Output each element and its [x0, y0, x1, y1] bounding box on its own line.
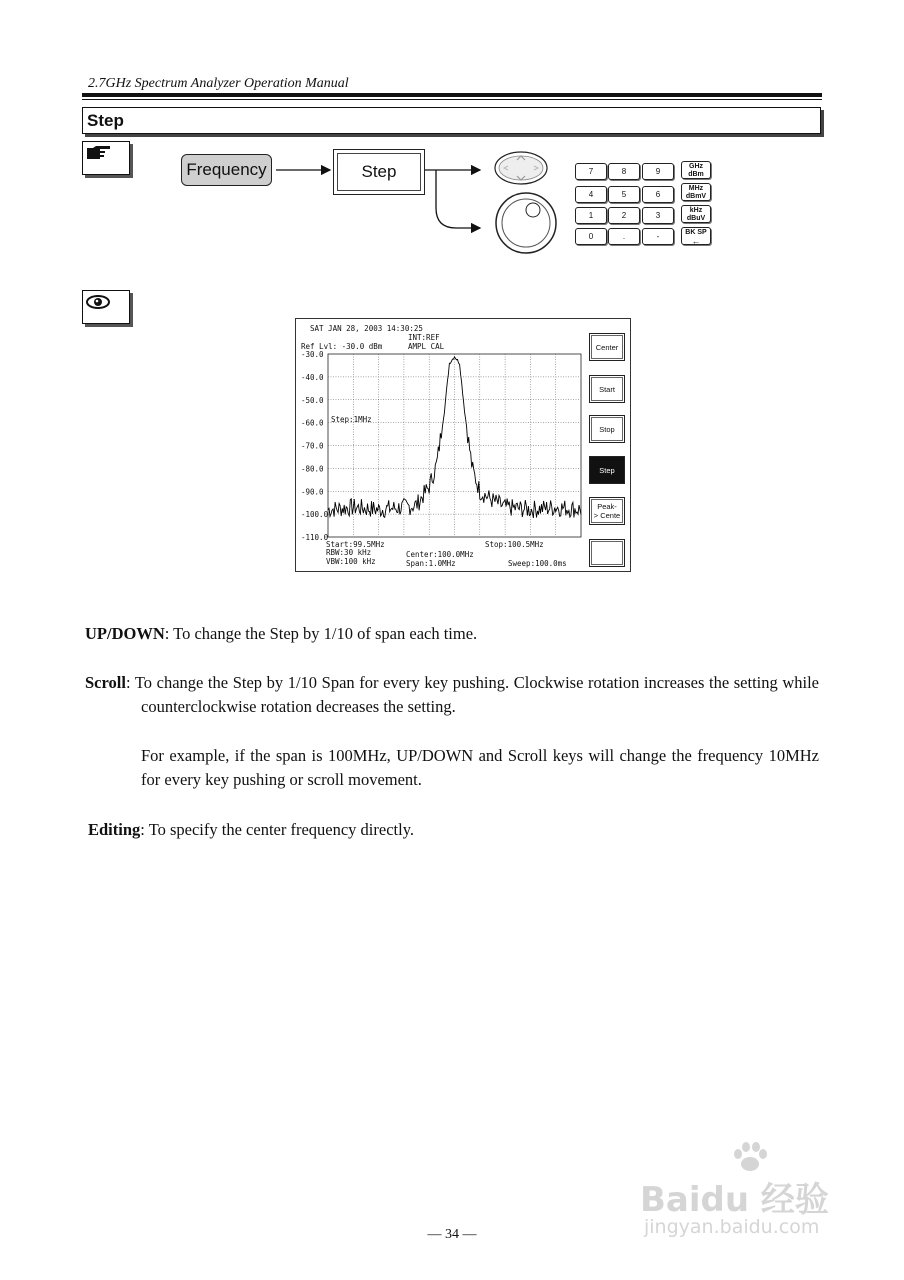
spectrum-plot: [296, 319, 586, 569]
screen-ref-level: Ref Lvl: -30.0 dBm: [301, 342, 383, 351]
key-9[interactable]: 9: [642, 163, 674, 180]
softkey-stop[interactable]: Stop: [589, 415, 625, 443]
dbuv-label: dBuV: [686, 215, 706, 222]
key-3[interactable]: 3: [642, 207, 674, 224]
eye-icon: [85, 293, 115, 311]
screen-span: Span:1.0MHz: [406, 559, 456, 568]
y-tick-label: -100.0: [301, 510, 329, 520]
page-number: — 34 —: [427, 1227, 477, 1242]
updown-paragraph: [85, 622, 819, 646]
numeric-keypad: [575, 161, 715, 247]
left-arrow-icon: ←: [691, 236, 701, 246]
screen-stop: Stop:100.5MHz: [485, 540, 544, 549]
screen-int-ref: INT:REF: [408, 333, 440, 342]
header-rule-thick: [82, 93, 822, 97]
screen-rbw: RBW:30 kHz: [326, 548, 372, 557]
section-title: Step: [87, 111, 124, 130]
key-minus[interactable]: -: [642, 228, 674, 245]
example-paragraph: For example, if the span is 100MHz, UP/DOWN and Scroll keys will change the frequency 10MHz for every key pushing or scroll movement.: [141, 746, 819, 789]
softkey-start[interactable]: Start: [589, 375, 625, 403]
key-7[interactable]: 7: [575, 163, 607, 180]
analyzer-screen: [295, 318, 631, 572]
scroll-text: : To change the Step by 1/10 Span for every key pushing. Clockwise rotation increases the setting while counterclockwise rotation decreases the setting.: [125, 673, 819, 716]
screen-sweep: Sweep:100.0ms: [508, 559, 567, 568]
ghz-dbm-key[interactable]: [681, 161, 711, 179]
y-tick-label: -70.0: [301, 441, 324, 451]
softkey-peak-center[interactable]: Peak- > Cente: [589, 497, 625, 525]
backspace-key[interactable]: [681, 227, 711, 245]
screen-step-label: Step:1MHz: [331, 415, 372, 424]
editing-text: : To specify the center frequency directly.: [140, 820, 415, 839]
softkey-center[interactable]: Center: [589, 333, 625, 361]
key-4[interactable]: 4: [575, 186, 607, 203]
key-1[interactable]: 1: [575, 207, 607, 224]
y-tick-label: -50.0: [301, 395, 324, 405]
dbm-label: dBm: [688, 171, 704, 178]
editing-paragraph: [88, 818, 819, 842]
updown-text: : To change the Step by 1/10 of span each time.: [164, 624, 478, 643]
scroll-knob[interactable]: [494, 190, 558, 256]
key-6[interactable]: 6: [642, 186, 674, 203]
key-5[interactable]: 5: [608, 186, 640, 203]
dbmv-label: dBmV: [685, 193, 707, 200]
screen-vbw: VBW:100 kHz: [326, 557, 376, 566]
mhz-dbmv-key[interactable]: [681, 183, 711, 201]
procedure-icon-box: [82, 141, 130, 175]
key-decimal[interactable]: .: [608, 228, 640, 245]
y-tick-label: -90.0: [301, 487, 324, 497]
frequency-key[interactable]: Frequency: [181, 154, 272, 186]
bksp-label: BK SP: [685, 229, 707, 236]
softkey-step[interactable]: Step: [589, 456, 625, 484]
khz-dbuv-key[interactable]: [681, 205, 711, 223]
header-rule-thin: [82, 99, 822, 100]
key-0[interactable]: 0: [575, 228, 607, 245]
key-2[interactable]: 2: [608, 207, 640, 224]
editing-term: Editing: [88, 820, 141, 839]
scroll-term: Scroll: [85, 673, 126, 692]
up-down-key[interactable]: [494, 150, 550, 186]
screen-datetime: SAT JAN 28, 2003 14:30:25: [310, 324, 423, 333]
section-title-bar: [82, 107, 821, 134]
ghz-label: GHz: [689, 163, 703, 170]
pointing-hand-icon: [85, 144, 115, 162]
screen-center: Center:100.0MHz: [406, 550, 474, 559]
y-tick-label: -30.0: [301, 350, 324, 359]
mhz-label: MHz: [688, 185, 704, 192]
screen-start: Start:99.5MHz: [326, 540, 385, 549]
y-tick-label: -40.0: [301, 372, 324, 382]
watermark-url: jingyan.baidu.com: [644, 1216, 820, 1238]
y-tick-label: -80.0: [301, 464, 324, 474]
watermark-text: Baidu 经验: [640, 1180, 829, 1220]
key-8[interactable]: 8: [608, 163, 640, 180]
khz-label: kHz: [689, 207, 703, 214]
paw-logo-icon: [730, 1140, 770, 1174]
step-key[interactable]: Step: [333, 149, 425, 195]
y-tick-label: -110.0: [301, 533, 329, 542]
manual-title: 2.7GHz Spectrum Analyzer Operation Manual: [88, 76, 349, 91]
y-tick-label: -60.0: [301, 418, 324, 428]
screen-ampl-cal: AMPL CAL: [408, 342, 445, 351]
scroll-paragraph: [85, 671, 819, 719]
softkey-blank[interactable]: [589, 539, 625, 567]
updown-term: UP/DOWN: [85, 624, 165, 643]
display-icon-box: [82, 290, 130, 324]
